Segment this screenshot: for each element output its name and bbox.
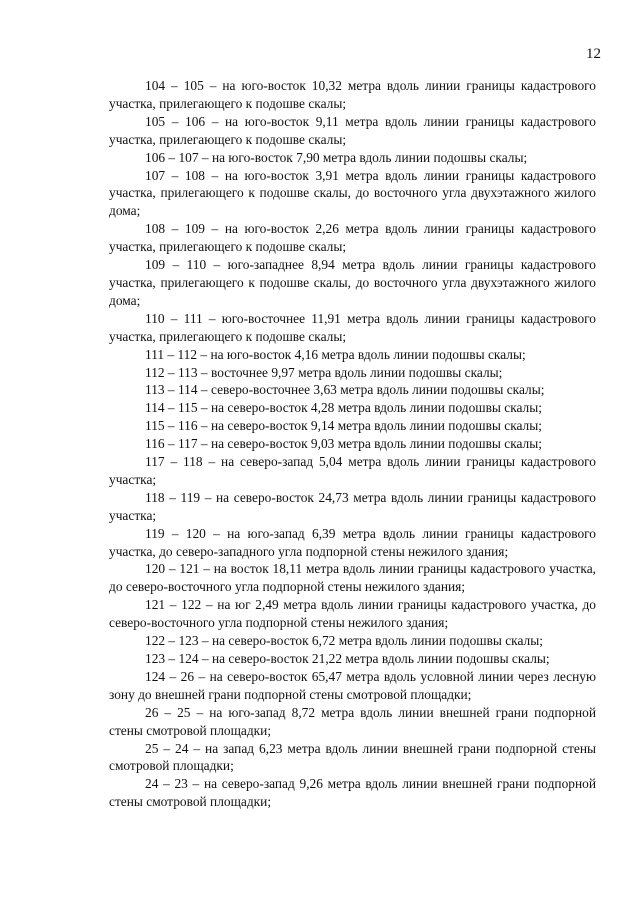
boundary-segment-paragraph: 111 – 112 – на юго-восток 4,16 метра вдоль линии подошвы скалы; — [145, 346, 526, 362]
boundary-segment-paragraph: 117 – 118 – на северо-запад 5,04 метра вдоль линии границы кадастрового участка; — [109, 454, 596, 487]
page-number: 12 — [586, 46, 601, 62]
boundary-segment-paragraph: 124 – 26 – на северо-восток 65,47 метра вдоль условной линии через лесную зону до внешней грани подпорной стены смотровой площадки; — [109, 668, 596, 702]
document-body — [109, 77, 596, 811]
boundary-segment-paragraph: 104 – 105 – на юго-восток 10,32 метра вдоль линии границы кадастрового участка, прилегающего к подошве скалы; — [109, 78, 596, 111]
boundary-segment-paragraph: 26 – 25 – на юго-запад 8,72 метра вдоль линии внешней грани подпорной стены смотровой площадки; — [109, 704, 596, 738]
boundary-segment-paragraph: 116 – 117 – на северо-восток 9,03 метра вдоль линии подошвы скалы; — [145, 436, 542, 452]
boundary-segment-paragraph: 112 – 113 – восточнее 9,97 метра вдоль линии подошвы скалы; — [145, 364, 503, 380]
boundary-segment-paragraph: 24 – 23 – на северо-запад 9,26 метра вдоль линии внешней грани подпорной стены смотровой площадки; — [109, 776, 596, 810]
boundary-segment-paragraph: 118 – 119 – на северо-восток 24,73 метра вдоль линии границы кадастрового участка; — [109, 489, 596, 523]
boundary-segment-paragraph: 119 – 120 – на юго-запад 6,39 метра вдоль линии границы кадастрового участка, до северо-западного угла подпорной стены нежилого здания; — [109, 525, 596, 559]
boundary-segment-paragraph: 123 – 124 – на северо-восток 21,22 метра вдоль линии подошвы скалы; — [145, 651, 550, 666]
boundary-segment-paragraph: 110 – 111 – юго-восточнее 11,91 метра вдоль линии границы кадастрового участка, прилегающего к подошве скалы; — [109, 310, 596, 344]
boundary-segment-paragraph: 107 – 108 – на юго-восток 3,91 метра вдоль линии границы кадастрового участка, прилегающего к подошве скалы, до восточного угла двухэтажного жилого дома; — [109, 167, 596, 219]
boundary-segment-paragraph: 113 – 114 – северо-восточнее 3,63 метра вдоль линии подошвы скалы; — [145, 382, 545, 398]
boundary-segment-paragraph: 108 – 109 – на юго-восток 2,26 метра вдоль линии границы кадастрового участка, прилегающего к подошве скалы; — [109, 221, 596, 255]
boundary-segment-paragraph: 25 – 24 – на запад 6,23 метра вдоль линии внешней грани подпорной стены смотровой площадки; — [109, 740, 596, 774]
boundary-segment-paragraph: 120 – 121 – на восток 18,11 метра вдоль линии границы кадастрового участка, до северо-восточного угла подпорной стены нежилого здания; — [109, 561, 596, 595]
boundary-segment-paragraph: 105 – 106 – на юго-восток 9,11 метра вдоль линии границы кадастрового участка, прилегающего к подошве скалы; — [109, 113, 596, 147]
boundary-segment-paragraph: 121 – 122 – на юг 2,49 метра вдоль линии границы кадастрового участка, до северо-восточного угла подпорной стены нежилого здания; — [109, 597, 596, 631]
boundary-segment-paragraph: 106 – 107 – на юго-восток 7,90 метра вдоль линии подошвы скалы; — [145, 149, 528, 165]
boundary-segment-paragraph: 115 – 116 – на северо-восток 9,14 метра вдоль линии подошвы скалы; — [145, 418, 542, 434]
boundary-segment-paragraph: 114 – 115 – на северо-восток 4,28 метра вдоль линии подошвы скалы; — [145, 400, 542, 416]
boundary-segment-paragraph: 109 – 110 – юго-западнее 8,94 метра вдоль линии границы кадастрового участка, прилегающего к подошве скалы, до восточного угла двухэтажного жилого дома; — [109, 257, 596, 308]
boundary-segment-paragraph: 122 – 123 – на северо-восток 6,72 метра вдоль линии подошвы скалы; — [145, 633, 543, 649]
